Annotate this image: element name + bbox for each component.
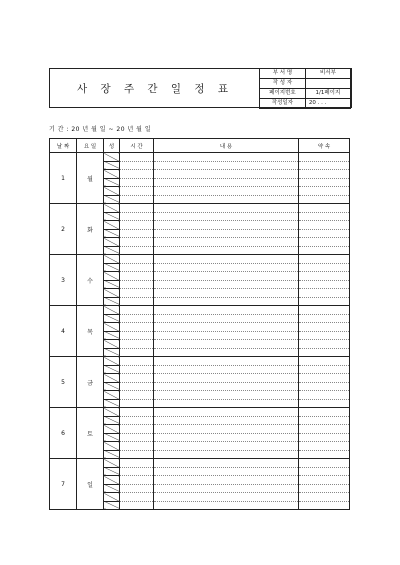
header-weekday: 요 일 [77, 139, 104, 153]
content-cell[interactable] [154, 195, 299, 204]
day-weekday: 일 [77, 459, 104, 510]
status-cell[interactable] [104, 178, 120, 187]
schedule-row [50, 204, 350, 213]
meta-value[interactable]: 1/1페이지 [305, 89, 350, 99]
content-cell[interactable] [154, 331, 299, 340]
status-cell[interactable] [104, 255, 120, 264]
status-cell[interactable] [104, 484, 120, 493]
header-time: 시 간 [120, 139, 154, 153]
appointment-cell[interactable] [299, 306, 350, 315]
status-cell[interactable] [104, 161, 120, 170]
appointment-cell[interactable] [299, 382, 350, 391]
day-date: 5 [50, 357, 77, 408]
time-cell[interactable] [120, 467, 154, 476]
appointment-cell[interactable] [299, 263, 350, 272]
content-cell[interactable] [154, 280, 299, 289]
period-line: 기 간 : 20 년 월 일 ~ 20 년 월 일 [49, 126, 152, 133]
time-cell[interactable] [120, 340, 154, 349]
content-cell[interactable] [154, 204, 299, 213]
time-cell[interactable] [120, 357, 154, 366]
content-cell[interactable] [154, 221, 299, 230]
appointment-cell[interactable] [299, 459, 350, 468]
time-cell[interactable] [120, 221, 154, 230]
meta-table [259, 68, 351, 109]
status-cell[interactable] [104, 459, 120, 468]
time-cell[interactable] [120, 493, 154, 502]
time-cell[interactable] [120, 153, 154, 162]
status-cell[interactable] [104, 170, 120, 179]
content-cell[interactable] [154, 476, 299, 485]
status-cell[interactable] [104, 391, 120, 400]
time-cell[interactable] [120, 433, 154, 442]
content-cell[interactable] [154, 467, 299, 476]
day-date: 2 [50, 204, 77, 255]
appointment-cell[interactable] [299, 331, 350, 340]
content-cell[interactable] [154, 297, 299, 306]
content-cell[interactable] [154, 365, 299, 374]
meta-label: 페이지번호 [260, 89, 306, 99]
header-mark: 성 [104, 139, 120, 153]
schedule-table [49, 138, 350, 510]
time-cell[interactable] [120, 255, 154, 264]
status-cell[interactable] [104, 323, 120, 332]
meta-value[interactable]: 비서부 [305, 69, 350, 79]
time-cell[interactable] [120, 442, 154, 451]
time-cell[interactable] [120, 331, 154, 340]
content-cell[interactable] [154, 408, 299, 417]
day-date: 1 [50, 153, 77, 204]
content-cell[interactable] [154, 255, 299, 264]
content-cell[interactable] [154, 161, 299, 170]
day-date: 7 [50, 459, 77, 510]
status-cell[interactable] [104, 408, 120, 417]
appointment-cell[interactable] [299, 314, 350, 323]
schedule-row [50, 255, 350, 264]
content-cell[interactable] [154, 323, 299, 332]
appointment-cell[interactable] [299, 348, 350, 357]
time-cell[interactable] [120, 229, 154, 238]
appointment-cell[interactable] [299, 153, 350, 162]
content-cell[interactable] [154, 306, 299, 315]
content-cell[interactable] [154, 399, 299, 408]
content-cell[interactable] [154, 416, 299, 425]
day-weekday: 화 [77, 204, 104, 255]
content-cell[interactable] [154, 433, 299, 442]
time-cell[interactable] [120, 204, 154, 213]
content-cell[interactable] [154, 289, 299, 298]
content-cell[interactable] [154, 493, 299, 502]
appointment-cell[interactable] [299, 289, 350, 298]
status-cell[interactable] [104, 153, 120, 162]
appointment-cell[interactable] [299, 391, 350, 400]
status-cell[interactable] [104, 187, 120, 196]
appointment-cell[interactable] [299, 170, 350, 179]
time-cell[interactable] [120, 263, 154, 272]
appointment-cell[interactable] [299, 204, 350, 213]
status-cell[interactable] [104, 280, 120, 289]
schedule-header-row [50, 139, 350, 153]
status-cell[interactable] [104, 450, 120, 459]
appointment-cell[interactable] [299, 501, 350, 510]
content-cell[interactable] [154, 187, 299, 196]
appointment-cell[interactable] [299, 161, 350, 170]
time-cell[interactable] [120, 416, 154, 425]
time-cell[interactable] [120, 382, 154, 391]
document-title: 사 장 주 간 일 정 표 [76, 82, 234, 95]
status-cell[interactable] [104, 348, 120, 357]
content-cell[interactable] [154, 374, 299, 383]
appointment-cell[interactable] [299, 178, 350, 187]
appointment-cell[interactable] [299, 212, 350, 221]
status-cell[interactable] [104, 442, 120, 451]
status-cell[interactable] [104, 374, 120, 383]
appointment-cell[interactable] [299, 450, 350, 459]
time-cell[interactable] [120, 289, 154, 298]
content-cell[interactable] [154, 340, 299, 349]
time-cell[interactable] [120, 374, 154, 383]
appointment-cell[interactable] [299, 467, 350, 476]
time-cell[interactable] [120, 178, 154, 187]
appointment-cell[interactable] [299, 221, 350, 230]
status-cell[interactable] [104, 204, 120, 213]
content-cell[interactable] [154, 425, 299, 434]
appointment-cell[interactable] [299, 493, 350, 502]
day-date: 6 [50, 408, 77, 459]
schedule-row [50, 153, 350, 162]
time-cell[interactable] [120, 238, 154, 247]
day-weekday: 월 [77, 153, 104, 204]
status-cell[interactable] [104, 238, 120, 247]
status-cell[interactable] [104, 289, 120, 298]
schedule-row [50, 459, 350, 468]
time-cell[interactable] [120, 408, 154, 417]
schedule-row [50, 357, 350, 366]
content-cell[interactable] [154, 212, 299, 221]
status-cell[interactable] [104, 195, 120, 204]
content-cell[interactable] [154, 178, 299, 187]
meta-label: 작성일자 [260, 99, 306, 109]
meta-row [260, 89, 351, 99]
appointment-cell[interactable] [299, 255, 350, 264]
content-cell[interactable] [154, 170, 299, 179]
time-cell[interactable] [120, 187, 154, 196]
appointment-cell[interactable] [299, 323, 350, 332]
appointment-cell[interactable] [299, 408, 350, 417]
content-cell[interactable] [154, 153, 299, 162]
header-appointment: 약 속 [299, 139, 350, 153]
status-cell[interactable] [104, 425, 120, 434]
header-date: 날 짜 [50, 139, 77, 153]
time-cell[interactable] [120, 280, 154, 289]
meta-value[interactable] [305, 79, 350, 89]
header-content: 내 용 [154, 139, 299, 153]
status-cell[interactable] [104, 306, 120, 315]
time-cell[interactable] [120, 484, 154, 493]
status-cell[interactable] [104, 501, 120, 510]
time-cell[interactable] [120, 459, 154, 468]
appointment-cell[interactable] [299, 187, 350, 196]
time-cell[interactable] [120, 450, 154, 459]
content-cell[interactable] [154, 442, 299, 451]
appointment-cell[interactable] [299, 416, 350, 425]
status-cell[interactable] [104, 399, 120, 408]
time-cell[interactable] [120, 399, 154, 408]
time-cell[interactable] [120, 365, 154, 374]
meta-row [260, 79, 351, 89]
appointment-cell[interactable] [299, 365, 350, 374]
day-weekday: 목 [77, 306, 104, 357]
status-cell[interactable] [104, 416, 120, 425]
appointment-cell[interactable] [299, 246, 350, 255]
content-cell[interactable] [154, 246, 299, 255]
content-cell[interactable] [154, 272, 299, 281]
schedule-row [50, 408, 350, 417]
content-cell[interactable] [154, 391, 299, 400]
status-cell[interactable] [104, 297, 120, 306]
status-cell[interactable] [104, 357, 120, 366]
status-cell[interactable] [104, 212, 120, 221]
appointment-cell[interactable] [299, 297, 350, 306]
appointment-cell[interactable] [299, 374, 350, 383]
content-cell[interactable] [154, 357, 299, 366]
day-date: 3 [50, 255, 77, 306]
content-cell[interactable] [154, 238, 299, 247]
meta-label: 작 성 자 [260, 79, 306, 89]
appointment-cell[interactable] [299, 195, 350, 204]
time-cell[interactable] [120, 314, 154, 323]
appointment-cell[interactable] [299, 357, 350, 366]
meta-row [260, 69, 351, 79]
time-cell[interactable] [120, 476, 154, 485]
time-cell[interactable] [120, 348, 154, 357]
time-cell[interactable] [120, 391, 154, 400]
day-date: 4 [50, 306, 77, 357]
status-cell[interactable] [104, 229, 120, 238]
time-cell[interactable] [120, 272, 154, 281]
appointment-cell[interactable] [299, 399, 350, 408]
appointment-cell[interactable] [299, 476, 350, 485]
appointment-cell[interactable] [299, 484, 350, 493]
time-cell[interactable] [120, 195, 154, 204]
time-cell[interactable] [120, 323, 154, 332]
content-cell[interactable] [154, 459, 299, 468]
time-cell[interactable] [120, 425, 154, 434]
status-cell[interactable] [104, 493, 120, 502]
status-cell[interactable] [104, 365, 120, 374]
time-cell[interactable] [120, 161, 154, 170]
content-cell[interactable] [154, 263, 299, 272]
meta-label: 부 서 명 [260, 69, 306, 79]
content-cell[interactable] [154, 484, 299, 493]
status-cell[interactable] [104, 476, 120, 485]
status-cell[interactable] [104, 221, 120, 230]
appointment-cell[interactable] [299, 340, 350, 349]
status-cell[interactable] [104, 382, 120, 391]
content-cell[interactable] [154, 382, 299, 391]
time-cell[interactable] [120, 297, 154, 306]
content-cell[interactable] [154, 501, 299, 510]
status-cell[interactable] [104, 467, 120, 476]
schedule-row [50, 306, 350, 315]
content-cell[interactable] [154, 314, 299, 323]
appointment-cell[interactable] [299, 425, 350, 434]
content-cell[interactable] [154, 450, 299, 459]
title-block [49, 68, 352, 108]
appointment-cell[interactable] [299, 280, 350, 289]
day-weekday: 토 [77, 408, 104, 459]
appointment-cell[interactable] [299, 433, 350, 442]
time-cell[interactable] [120, 170, 154, 179]
content-cell[interactable] [154, 229, 299, 238]
status-cell[interactable] [104, 331, 120, 340]
status-cell[interactable] [104, 246, 120, 255]
status-cell[interactable] [104, 433, 120, 442]
meta-row [260, 99, 351, 109]
day-weekday: 금 [77, 357, 104, 408]
appointment-cell[interactable] [299, 442, 350, 451]
status-cell[interactable] [104, 263, 120, 272]
meta-value[interactable]: 20 . . . [305, 99, 350, 109]
appointment-cell[interactable] [299, 238, 350, 247]
content-cell[interactable] [154, 348, 299, 357]
time-cell[interactable] [120, 246, 154, 255]
day-weekday: 수 [77, 255, 104, 306]
status-cell[interactable] [104, 340, 120, 349]
appointment-cell[interactable] [299, 272, 350, 281]
status-cell[interactable] [104, 314, 120, 323]
time-cell[interactable] [120, 306, 154, 315]
time-cell[interactable] [120, 501, 154, 510]
time-cell[interactable] [120, 212, 154, 221]
status-cell[interactable] [104, 272, 120, 281]
appointment-cell[interactable] [299, 229, 350, 238]
